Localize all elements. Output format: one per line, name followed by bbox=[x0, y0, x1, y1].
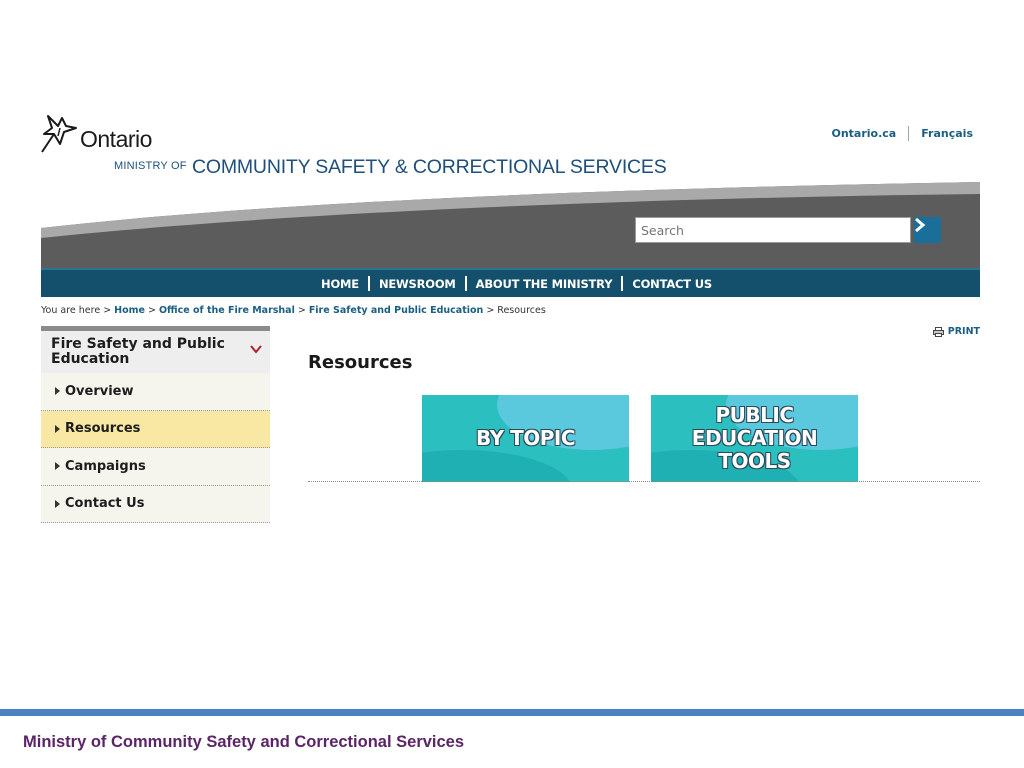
sidebar-item-contact-us[interactable] bbox=[41, 486, 270, 524]
triangle-right-icon bbox=[55, 462, 60, 470]
sidebar bbox=[41, 326, 270, 523]
breadcrumb-current: Resources bbox=[497, 305, 546, 316]
page-title: Resources bbox=[308, 352, 413, 373]
by-topic-tile[interactable] bbox=[422, 395, 629, 482]
sidebar-item-overview[interactable] bbox=[41, 373, 270, 411]
breadcrumb-fire-safety[interactable]: Fire Safety and Public Education bbox=[308, 305, 484, 316]
content-divider bbox=[308, 481, 980, 482]
link-divider bbox=[908, 126, 909, 141]
sidebar-item-resources[interactable] bbox=[41, 411, 270, 449]
sidebar-heading-label: Fire Safety and Public Education bbox=[51, 336, 225, 367]
tile-label: BY TOPIC bbox=[475, 426, 576, 450]
sidebar-item-label: Campaigns bbox=[65, 458, 146, 474]
arrow-right-icon bbox=[914, 217, 926, 233]
chevron-down-icon bbox=[250, 345, 262, 354]
nav-newsroom[interactable]: NEWSROOM bbox=[378, 276, 456, 291]
breadcrumb-home[interactable]: Home bbox=[114, 305, 145, 316]
header-banner bbox=[41, 180, 980, 270]
sidebar-heading[interactable] bbox=[41, 331, 270, 373]
triangle-right-icon bbox=[55, 425, 60, 433]
printer-icon bbox=[933, 327, 944, 337]
nav-about-the-ministry[interactable]: ABOUT THE MINISTRY bbox=[475, 276, 613, 291]
logo-text: Ontario bbox=[80, 126, 152, 152]
francais-link[interactable]: Français bbox=[921, 127, 973, 140]
breadcrumb-fire-marshal[interactable]: Office of the Fire Marshal bbox=[158, 305, 295, 316]
nav-home[interactable]: HOME bbox=[321, 276, 359, 291]
main-nav bbox=[41, 268, 980, 297]
tile-label: PUBLIC EDUCATION TOOLS bbox=[691, 403, 818, 473]
print-button[interactable] bbox=[933, 326, 980, 337]
search-input[interactable] bbox=[635, 217, 911, 243]
trillium-icon bbox=[40, 114, 82, 154]
triangle-right-icon bbox=[55, 500, 60, 508]
triangle-right-icon bbox=[55, 387, 60, 395]
public-education-tools-tile[interactable] bbox=[651, 395, 858, 482]
footer-rule bbox=[0, 709, 1024, 716]
ministry-name: COMMUNITY SAFETY & CORRECTIONAL SERVICES bbox=[192, 156, 667, 178]
breadcrumb: You are here > Home > Office of the Fire Marshal > Fire Safety and Public Education > Resources bbox=[41, 305, 546, 316]
nav-divider bbox=[368, 276, 370, 291]
top-links bbox=[831, 126, 973, 141]
sidebar-item-label: Contact Us bbox=[65, 496, 145, 512]
nav-divider bbox=[621, 276, 623, 291]
nav-divider bbox=[465, 276, 467, 291]
ontario-logo[interactable] bbox=[40, 114, 180, 156]
sidebar-item-label: Overview bbox=[65, 383, 134, 399]
sidebar-item-campaigns[interactable] bbox=[41, 448, 270, 486]
print-label: PRINT bbox=[947, 326, 980, 337]
footer-text: Ministry of Community Safety and Correctional Services bbox=[23, 733, 465, 751]
ontario-ca-link[interactable]: Ontario.ca bbox=[831, 127, 897, 140]
breadcrumb-prefix: You are here bbox=[41, 305, 101, 316]
ministry-of-label: MINISTRY OF bbox=[114, 160, 187, 172]
nav-contact-us[interactable]: CONTACT US bbox=[632, 276, 712, 291]
sidebar-item-label: Resources bbox=[65, 421, 141, 437]
search-button[interactable] bbox=[914, 217, 941, 243]
